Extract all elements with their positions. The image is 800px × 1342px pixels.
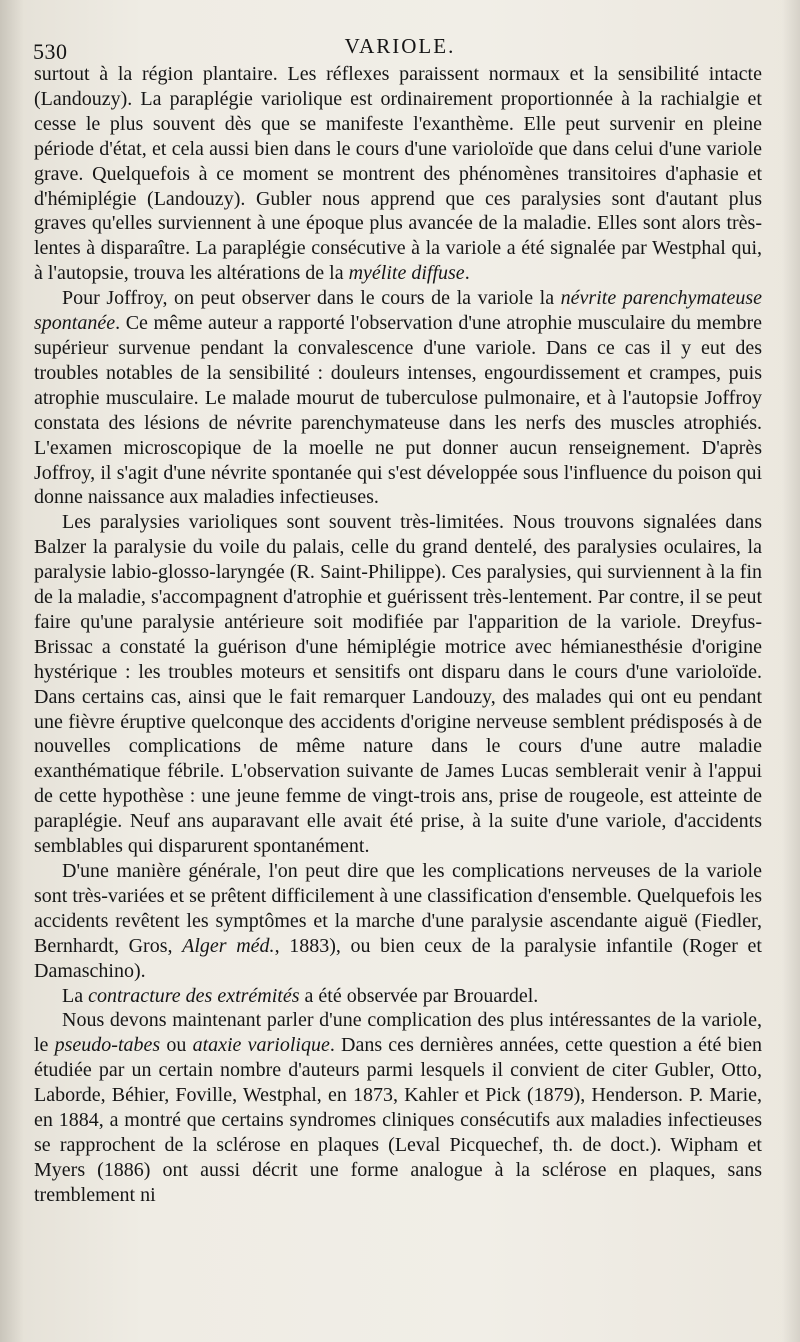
italic-term: Alger méd. <box>182 934 275 957</box>
text-run: . Ce même auteur a rapporté l'observation d'une atrophie musculaire du membre supérieur survenue pendant la convalescence d'une variole. Dans ce cas il y eut des troubles notables de la sensibilité : douleurs intenses, engourdissement et crampes, puis atrophie musculaire. Le malade mourut de tuberculose pulmonaire, et à l'autopsie Joffroy constata des lésions de névrite parenchymateuse dans les nerfs des muscles atrophiés. L'examen microscopique de la moelle ne put donner aucun renseignement. D'après Joffroy, il s'agit d'une névrite spontanée qui s'est développée sous l'influence du poison qui donne naissance aux maladies infectieuses. <box>34 312 762 509</box>
paragraph <box>34 1008 762 1207</box>
paragraph <box>34 62 762 286</box>
text-run: Les paralysies varioliques sont souvent très-limitées. Nous trouvons signalées dans Balzer la paralysie du voile du palais, celle du grand dentelé, des paralysies oculaires, la paralysie labio-glosso-laryngée (R. Saint-Philippe). Ces paralysies, qui surviennent à la fin de la maladie, s'accompagnent d'atrophie et guérissent très-lentement. Par contre, il se peut faire qu'une paralysie antérieure soit modifiée par l'apparition de la variole. Dreyfus-Brissac a constaté la guérison d'une hémiplégie motrice avec hémianesthésie d'origine hystérique : les troubles moteurs et sensitifs ont disparu dans le cours d'une varioloïde. Dans certains cas, ainsi que le fait remarquer Landouzy, des malades qui ont eu pendant une fièvre éruptive quelconque des accidents d'origine nerveuse semblent prédisposés à de nouvelles complications de même nature dans le cours d'une autre maladie exanthématique fébrile. L'observation suivante de James Lucas semblerait venir à l'appui de cette hypothèse : une jeune femme de vingt-trois ans, prise de rougeole, est atteinte de paraplégie. Neuf ans auparavant elle avait été prise, à la suite d'une variole, d'accidents semblables qui disparurent spontanément. <box>34 511 762 858</box>
text-run: surtout à la région plantaire. Les réflexes paraissent normaux et la sensibilité intacte (Landouzy). La paraplégie variolique est ordinairement proportionnée à la rachialgie et cesse le plus souvent dès que se manifeste l'exanthème. Elle peut survenir en pleine période d'état, et cela aussi bien dans le cours d'une varioloïde que dans celui d'une variole grave. Quelquefois à ce moment se montrent des phénomènes transitoires d'aphasie et d'hémiplégie (Landouzy). Gubler nous apprend que ces paralysies sont d'autant plus graves qu'elles surviennent à une époque plus avancée de la maladie. Elles sont alors très-lentes à disparaître. La paraplégie consécutive à la variole a été signalée par Westphal qui, à l'autopsie, trouva les altérations de la <box>34 63 762 285</box>
text-run: La <box>62 984 89 1007</box>
text-run: , 1883), ou bien ceux de la paralysie infantile (Roger et Damaschino). <box>34 934 762 982</box>
italic-term: contracture des extrémités <box>88 984 300 1007</box>
text-run: ou <box>160 1034 193 1057</box>
paragraph <box>34 286 762 510</box>
text-run: Pour Joffroy, on peut observer dans le cours de la variole la <box>62 287 561 310</box>
text-run: . <box>464 262 470 285</box>
paragraph <box>34 984 762 1009</box>
running-title: VARIOLE. <box>344 34 456 58</box>
page-number: 530 <box>33 39 68 64</box>
edge-shadow <box>782 0 800 1342</box>
binding-shadow <box>0 0 24 1342</box>
paragraph <box>34 859 762 984</box>
text-run: D'une manière générale, l'on peut dire que les complications nerveuses de la variole sont très-variées et se prêtent difficilement à une classification d'ensemble. Quelquefois les accidents revêtent les symptômes et la marche d'une paralysie ascendante aiguë (Fiedler, Bernhardt, Gros, <box>34 860 762 957</box>
text-run: Nous devons maintenant parler d'une complication des plus intéressantes de la variole, le <box>34 1009 762 1057</box>
text-run: a été observée par Brouardel. <box>299 984 539 1007</box>
italic-term: ataxie variolique <box>192 1034 330 1057</box>
italic-term: névrite parenchymateuse spontanée <box>34 287 762 335</box>
italic-term: pseudo-tabes <box>54 1034 161 1057</box>
italic-term: myélite diffuse <box>348 262 465 285</box>
page-header <box>0 34 800 64</box>
body-text <box>34 62 762 1208</box>
text-run: . Dans ces dernières années, cette question a été bien étudiée par un certain nombre d'auteurs parmi lesquels il convient de citer Gubler, Otto, Laborde, Béhier, Foville, Westphal, en 1873, Kahler et Pick (1879), Henderson. P. Marie, en 1884, a montré que certains syndromes cliniques consécutifs aux maladies infectieuses se rapprochent de la sclérose en plaques (Leval Picquechef, th. de doct.). Wipham et Myers (1886) ont aussi décrit une forme analogue à la sclérose en plaques, sans tremblement ni <box>34 1034 763 1206</box>
paragraph <box>34 510 762 859</box>
